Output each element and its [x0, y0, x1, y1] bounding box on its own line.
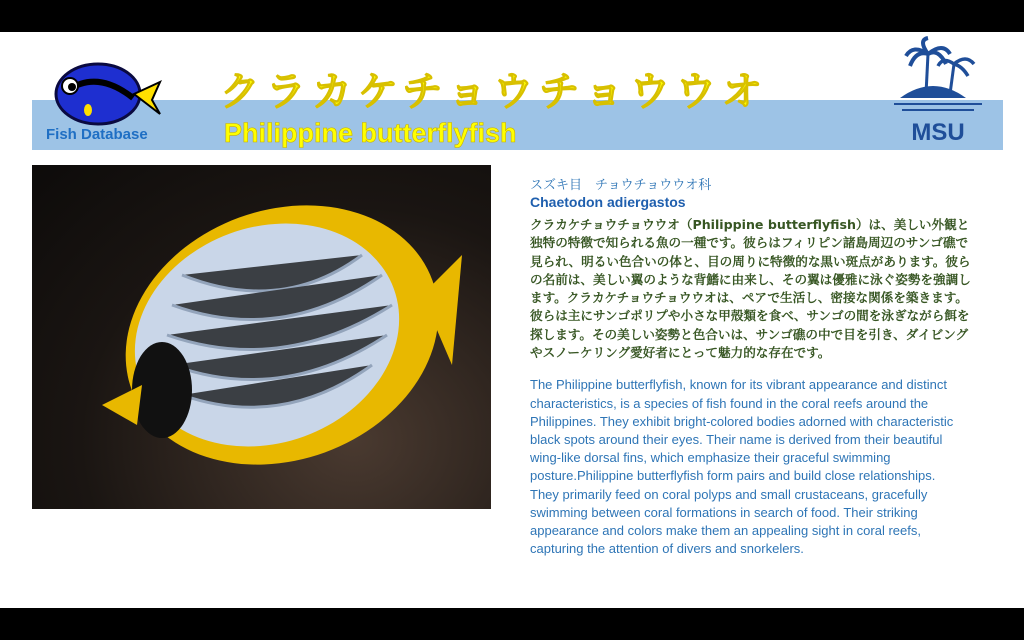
slide	[0, 32, 1024, 608]
fish-database-label: Fish Database	[46, 126, 148, 143]
title-japanese: クラカケチョウチョウウオ	[220, 69, 768, 115]
fish-photo	[32, 165, 491, 509]
description-english: The Philippine butterflyfish, known for its vibrant appearance and distinct characteristics, is a species of fish found in the coral reefs around the Philippines. They exhibit bright-colored bodies adorned with characteristic black spots around their eyes. Their name is derived from their beautiful wing-like dorsal fins, which emphasize their graceful swimming posture.Philippine butterflyfish form pairs and build close relationships. They primarily feed on coral polyps and small crustaceans, gracefully swimming between coral formations in search of food. Their striking appearance and colors make them an appealing sight in coral reefs, capturing the attention of divers and snorkelers.	[530, 377, 954, 557]
fish-database-logo-icon	[48, 60, 168, 126]
msu-island-logo-icon	[888, 36, 988, 146]
scientific-name: Chaetodon adiergastos	[530, 194, 686, 210]
msu-logo-text: MSU	[911, 119, 965, 146]
description-japanese: クラカケチョウチョウウオ（Philippine butterflyfish）は、美しい外観と独特の特徴で知られる魚の一種です。彼らはフィリピン諸島周辺のサンゴ礁で見られ、明るい色合いの体と、目の周りに特徴的な黒い斑点があります。彼らの名前は、美しい翼のような背鰭に由来し、その翼は優雅に泳ぐ姿勢を強調します。クラカケチョウチョウウオは、ペアで生活し、密接な関係を築きます。彼らは主にサンゴポリプや小さな甲殻類を食べ、サンゴの間を泳ぎながら餌を探します。その美しい姿勢と色合いは、サンゴ礁の中で目を引き、ダイビングやスノーケリング愛好者にとって魅力的な存在です。	[530, 217, 971, 361]
title-english: Philippine butterflyfish	[224, 118, 517, 148]
info-panel	[530, 174, 980, 558]
taxonomy: スズキ目 チョウチョウウオ科	[530, 178, 712, 193]
